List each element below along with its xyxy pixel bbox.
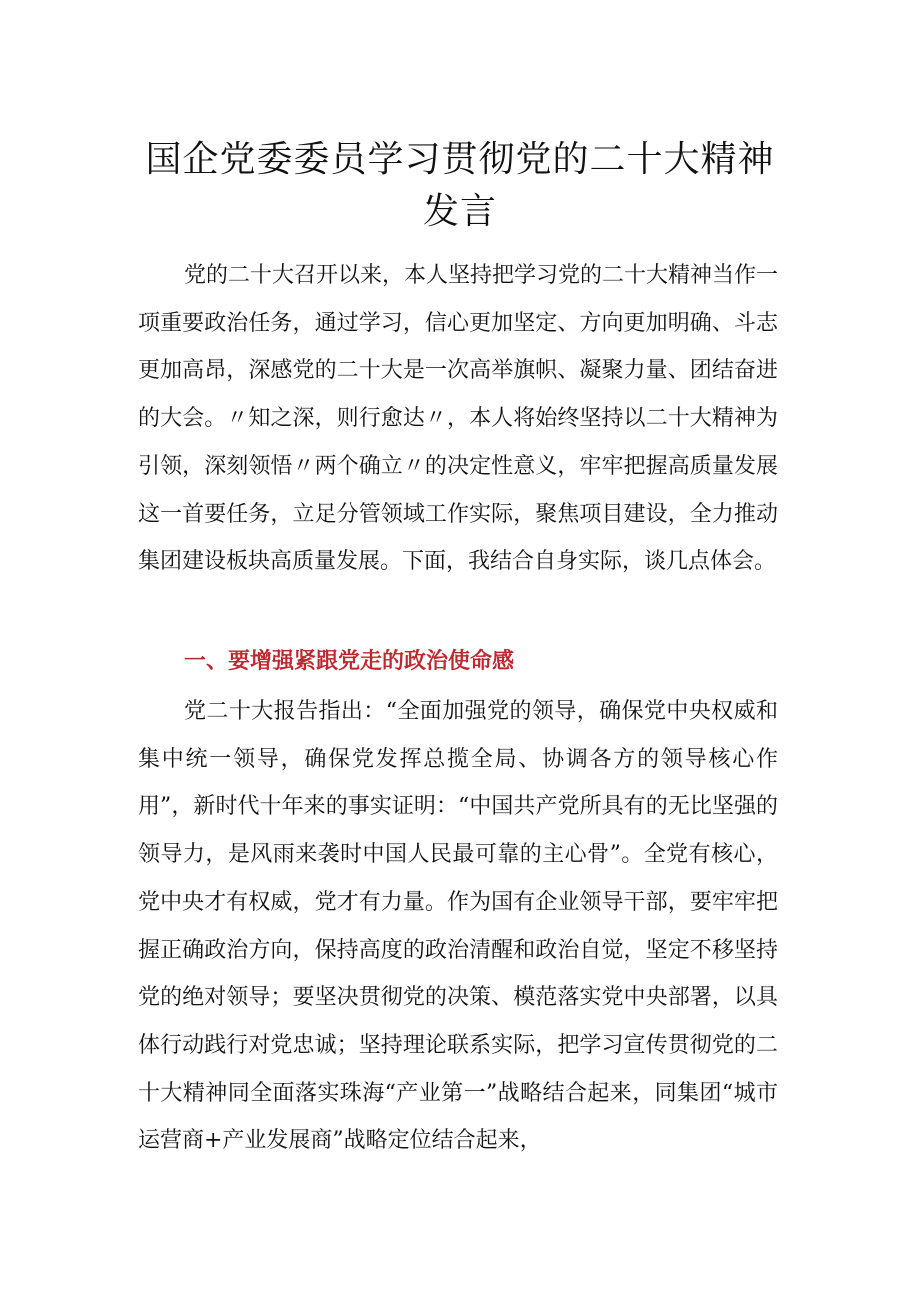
- document-title-line1: 国企党委委员学习贯彻党的二十大精神: [145, 139, 775, 180]
- section-heading-1: 一、要增强紧跟党走的政治使命感: [184, 649, 515, 674]
- intro-paragraph: 党的二十大召开以来，本人坚持把学习党的二十大精神当作一项重要政治任务，通过学习，信心更加坚定、方向更加明确、斗志更加高昂，深感党的二十大是一次高举旗帜、凝聚力量、团结奋进的大会。〃知之深，则行愈达〃，本人将始终坚持以二十大精神为引领，深刻领悟〃两个确立〃的决定性意义，牢牢把握高质量发展这一首要任务，立足分管领域工作实际，聚焦项目建设，全力推动集团建设板块高质量发展。下面，我结合自身实际，谈几点体会。: [138, 263, 779, 575]
- section1-paragraph: 党二十大报告指出：“全面加强党的领导，确保党中央权威和集中统一领导，确保党发挥总揽全局、协调各方的领导核心作用”，新时代十年来的事实证明：“中国共产党所具有的无比坚强的领导力，是风雨来袭时中国人民最可靠的主心骨”。全党有核心，党中央才有权威，党才有力量。作为国有企业领导干部，要牢牢把握正确政治方向，保持高度的政治清醒和政治自觉，坚定不移坚持党的绝对领导；要坚决贯彻党的决策、模范落实党中央部署，以具体行动践行对党忠诚；坚持理论联系实际，把学习宣传贯彻党的二十大精神同全面落实珠海“产业第一”战略结合起来，同集团“城市运营商+产业发展商”战略定位结合起来，: [138, 699, 778, 1154]
- document-title-line2: 发言: [422, 191, 497, 232]
